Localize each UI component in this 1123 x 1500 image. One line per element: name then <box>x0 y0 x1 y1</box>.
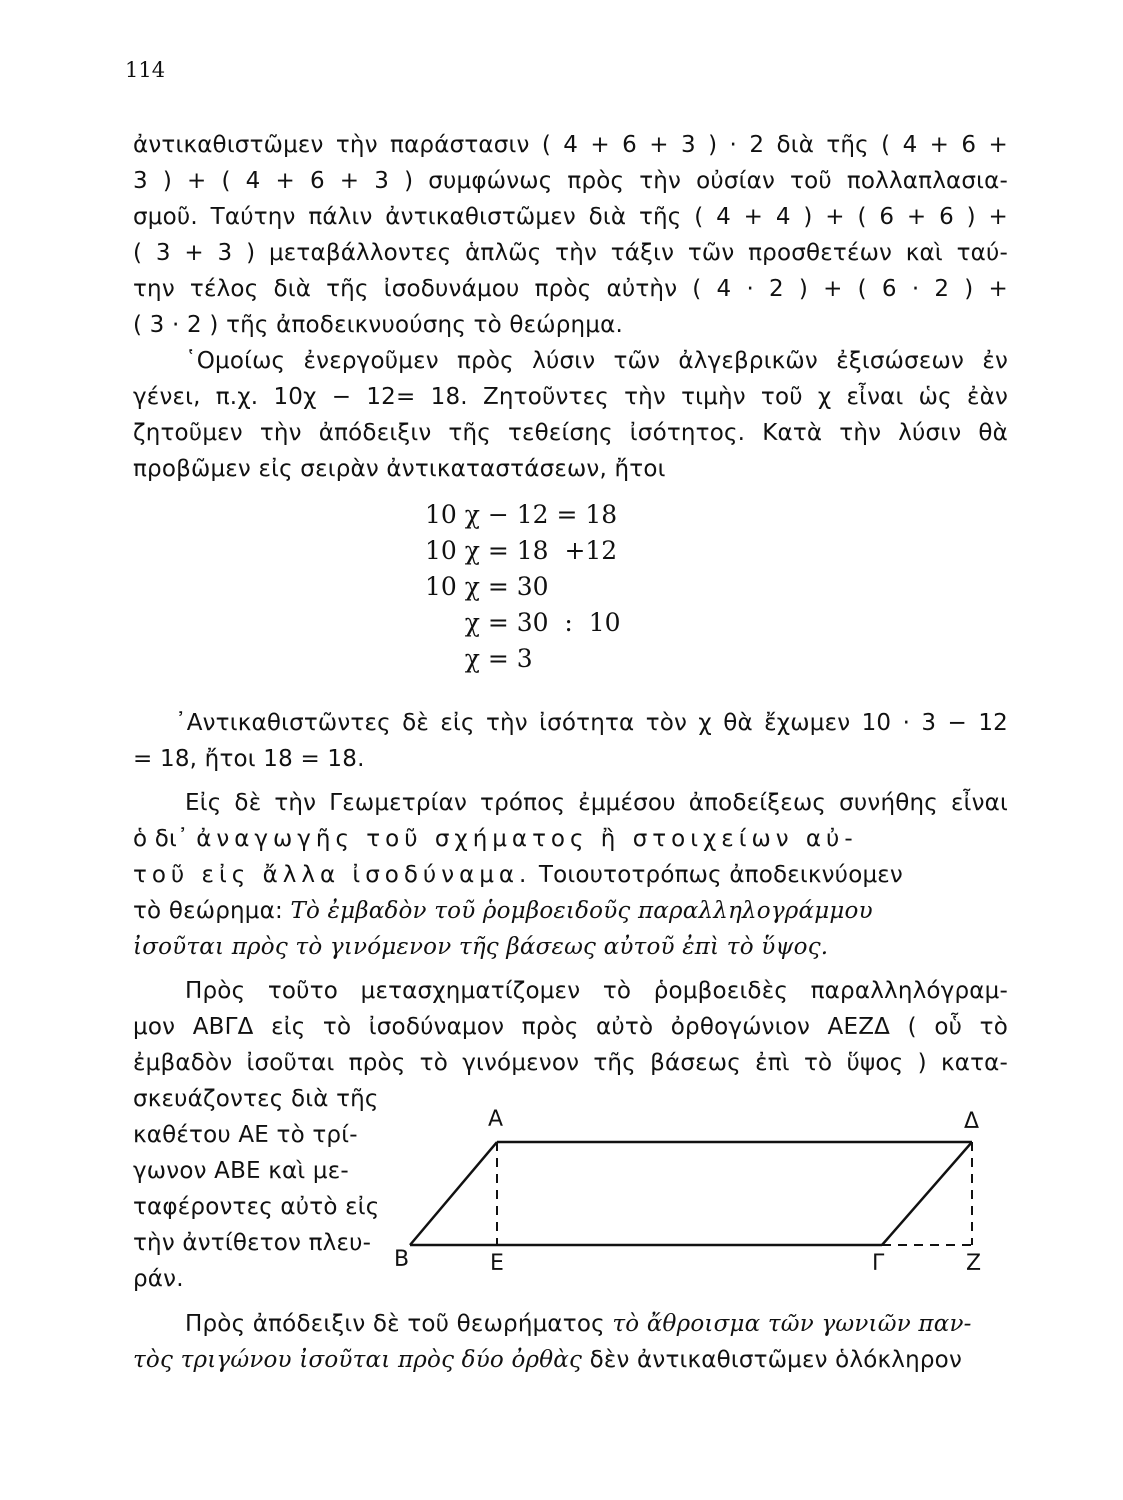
label-d: Δ <box>964 1109 980 1134</box>
side-text-line: ράν. <box>133 1266 184 1292</box>
text-line: ζητοῦμεν τὴν ἀπόδειξιν τῆς τεθείσης ἰσότητος. Κατὰ τὴν λύσιν θὰ <box>133 420 1008 446</box>
theorem-italic: ἰσοῦται πρὸς τὸ γινόμενον τῆς βάσεως αὐτοῦ ἐπὶ τὸ ὕψος. <box>133 934 829 960</box>
text-line <box>133 1342 1008 1378</box>
text-line: ἀντικαθιστῶμεν τὴν παράστασιν ( 4 + 6 + 3 ) · 2 διὰ τῆς ( 4 + 6 + <box>133 132 1008 158</box>
equation-line: χ = 3 <box>425 644 533 673</box>
text-line: Εἰς δὲ τὴν Γεωμετρίαν τρόπος ἐμμέσου ἀποδείξεως συνήθης εἶναι <box>185 790 1008 816</box>
label-b: Β <box>394 1247 410 1272</box>
label-g: Γ <box>872 1251 885 1276</box>
text-line: ἐμβαδὸν ἰσοῦται πρὸς τὸ γινόμενον τῆς βάσεως ἐπὶ τὸ ὕψος ) κατα- <box>133 1050 1008 1076</box>
text-line: ( 3 + 3 ) μεταβάλλοντες ἁπλῶς τὴν τάξιν τῶν προσθετέων καὶ ταύ- <box>133 240 1008 266</box>
text-line: ῾Ομοίως ἐνεργοῦμεν πρὸς λύσιν τῶν ἀλγεβρικῶν ἐξισώσεων ἐν <box>185 348 1008 374</box>
text-span: Πρὸς ἀπόδειξιν δὲ τοῦ θεωρήματος <box>185 1311 605 1337</box>
text-line: γένει, π.χ. 10χ − 12= 18. Ζητοῦντες τὴν τιμὴν τοῦ χ εἶναι ὡς ἐὰν <box>133 384 1008 410</box>
spaced-text: τοῦ εἰς ἄλλα ἰσοδύναμα. <box>133 862 532 888</box>
text-line <box>133 821 1008 857</box>
equation-line: χ = 30 : 10 <box>425 608 621 637</box>
side-gd <box>882 1142 972 1245</box>
text-line <box>133 893 1008 929</box>
text-line: την τέλος διὰ τῆς ἰσοδυνάμου πρὸς αὐτὴν ( 4 · 2 ) + ( 6 · 2 ) + <box>133 276 1008 302</box>
label-a: Α <box>488 1107 504 1132</box>
label-e: Ε <box>490 1251 504 1276</box>
text-line <box>133 857 1008 893</box>
parallelogram-diagram <box>390 1100 1000 1280</box>
label-z: Ζ <box>966 1251 982 1276</box>
text-line: = 18, ἤτοι 18 = 18. <box>133 746 365 772</box>
side-text-line: καθέτου ΑΕ τὸ τρί- <box>133 1122 358 1148</box>
side-text-line: τὴν ἀντίθετον πλευ- <box>133 1230 372 1256</box>
text-span: δὲν ἀντικαθιστῶμεν ὁλόκληρον <box>589 1347 962 1373</box>
theorem-italic: τὸ ἄθροισμα τῶν γωνιῶν παν- <box>612 1311 972 1337</box>
text-span: ὁ δι᾿ <box>133 826 189 852</box>
text-line: προβῶμεν εἰς σειρὰν ἀντικαταστάσεων, ἤτοι <box>133 456 666 482</box>
spaced-text: ἀναγωγῆς τοῦ σχήματος ἢ στοιχείων αὐ- <box>196 826 858 852</box>
text-line: Πρὸς τοῦτο μετασχηματίζομεν τὸ ῥομβοειδὲς παραλληλόγραμ- <box>185 978 1008 1004</box>
side-text-line: ταφέροντες αὐτὸ εἰς <box>133 1194 380 1220</box>
text-line: 3 ) + ( 4 + 6 + 3 ) συμφώνως πρὸς τὴν οὐσίαν τοῦ πολλαπλασια- <box>133 168 1008 194</box>
side-text-line: γωνον ΑΒΕ καὶ με- <box>133 1158 349 1184</box>
page-number: 114 <box>125 58 166 82</box>
theorem-italic: τὸς τριγώνου ἰσοῦται πρὸς δύο ὀρθὰς <box>133 1347 583 1373</box>
text-line: μον ΑΒΓΔ εἰς τὸ ἰσοδύναμον πρὸς αὐτὸ ὀρθογώνιον ΑΕΖΔ ( οὗ τὸ <box>133 1014 1008 1040</box>
text-line: ( 3 · 2 ) τῆς ἀποδεικνυούσης τὸ θεώρημα. <box>133 312 624 338</box>
text-line: σμοῦ. Ταύτην πάλιν ἀντικαθιστῶμεν διὰ τῆς ( 4 + 4 ) + ( 6 + 6 ) + <box>133 204 1008 230</box>
text-line: ᾿Αντικαθιστῶντες δὲ εἰς τὴν ἰσότητα τὸν χ θὰ ἔχωμεν 10 · 3 − 12 <box>175 710 1008 736</box>
equation-line: 10 χ = 30 <box>425 572 549 601</box>
equation-line: 10 χ − 12 = 18 <box>425 500 618 529</box>
side-ab <box>410 1142 497 1245</box>
text-line <box>185 1306 1008 1342</box>
side-text-line: σκευάζοντες διὰ τῆς <box>133 1086 379 1112</box>
text-span: τὸ θεώρημα: <box>133 898 283 924</box>
equation-line: 10 χ = 18 +12 <box>425 536 618 565</box>
text-span: Τοιουτοτρόπως ἀποδεικνύομεν <box>538 862 903 888</box>
theorem-italic: Τὸ ἐμβαδὸν τοῦ ῥομβοειδοῦς παραλληλογράμμου <box>290 898 873 924</box>
